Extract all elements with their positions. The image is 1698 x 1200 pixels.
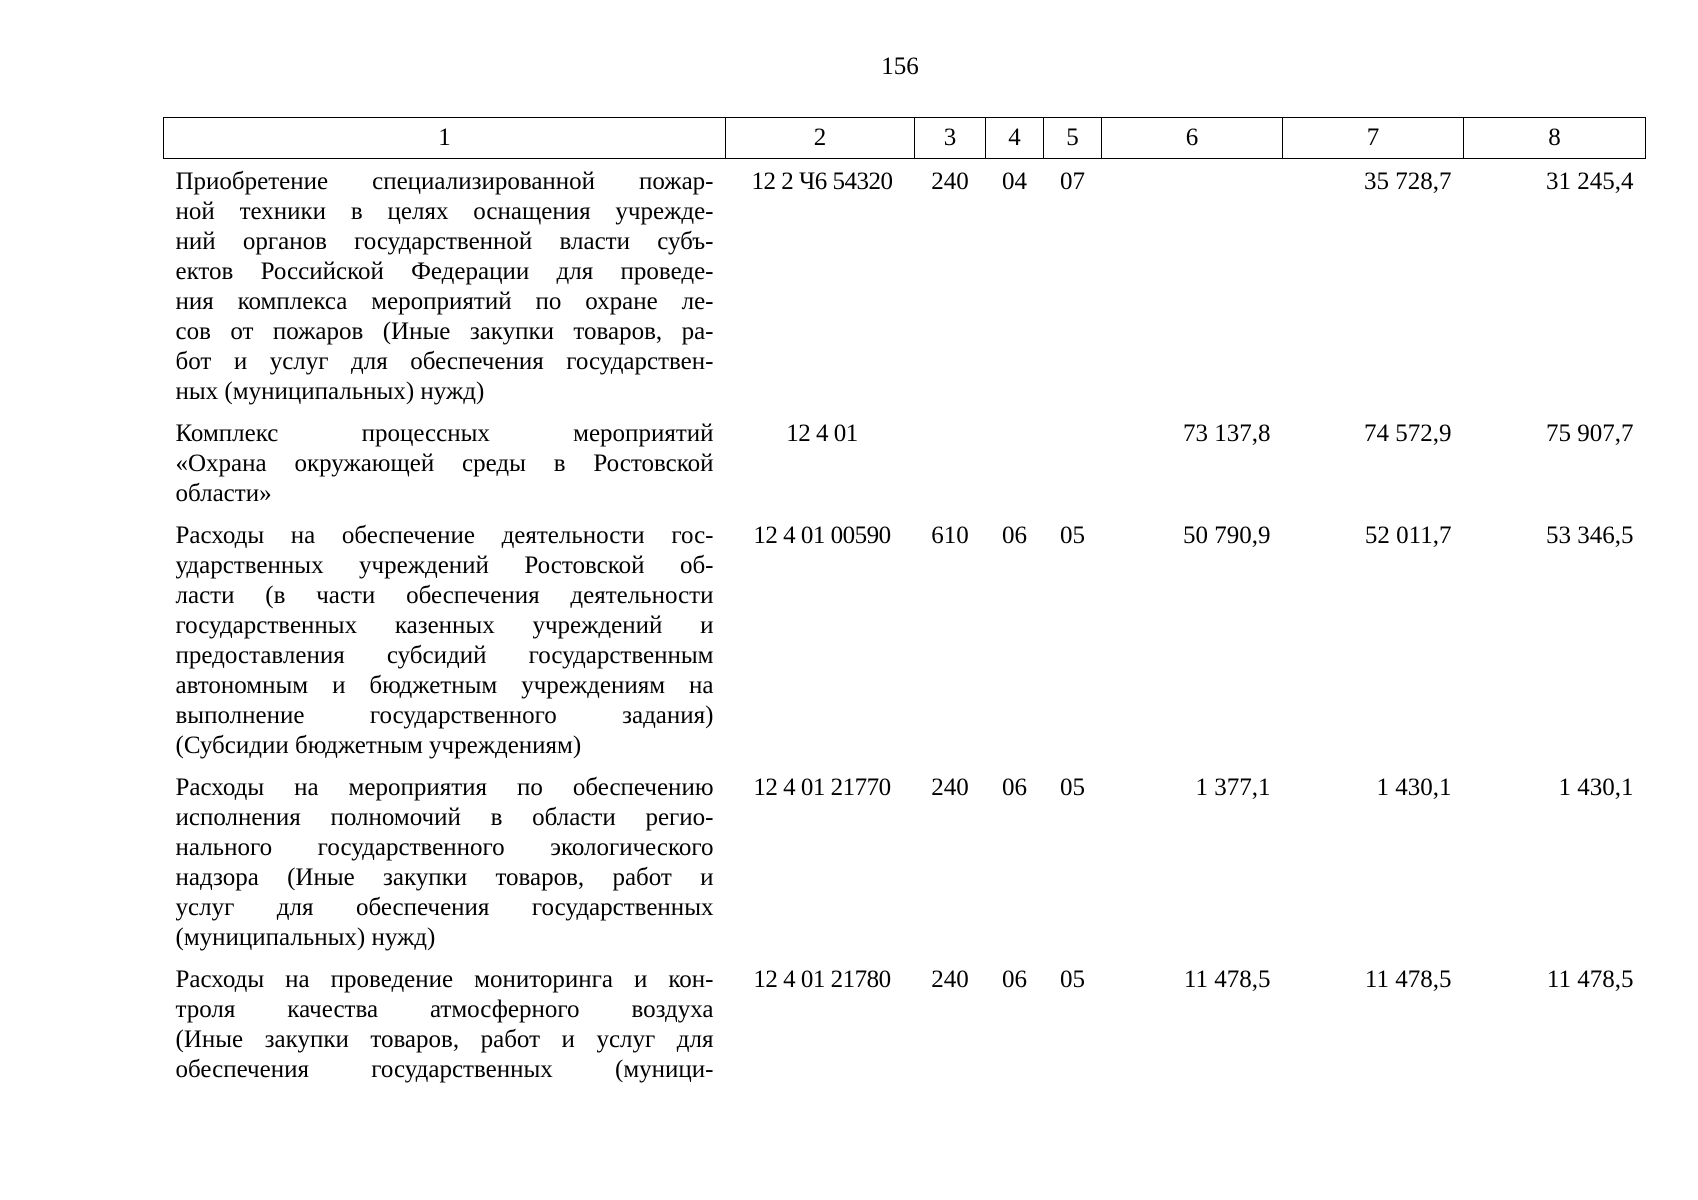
name-line: ласти (в части обеспечения деятельности: [175, 582, 714, 609]
header-col-6: 6: [1102, 118, 1283, 159]
name-line: Расходы на обеспечение деятельности гос-: [175, 522, 714, 549]
row-rz: 06: [1002, 774, 1027, 801]
header-col-3: 3: [915, 118, 986, 159]
name-line: автономным и бюджетным учреждениям на: [175, 672, 714, 699]
name-line: ектов Российской Федерации для проведе-: [175, 258, 714, 285]
table-row: [164, 965, 1646, 1097]
row-code: 12 4 01 00590: [753, 522, 891, 549]
name-line: Приобретение специализированной пожар-: [175, 168, 714, 195]
row-year-2: 74 572,9: [1364, 420, 1452, 447]
name-line: «Охрана окружающей среды в Ростовской: [175, 450, 714, 477]
table-body: [164, 159, 1646, 1098]
name-line: ных (муниципальных) нужд): [175, 378, 485, 405]
name-line: области»: [175, 480, 272, 507]
row-code: 12 4 01: [786, 420, 858, 447]
row-rz: 06: [1002, 966, 1027, 993]
name-line: троля качества атмосферного воздуха: [175, 996, 714, 1023]
row-vr: [915, 419, 986, 521]
name-line: ний органов государственной власти субъ-: [175, 228, 714, 255]
row-year-1: 1 377,1: [1195, 774, 1271, 801]
name-line: услуг для обеспечения государственных: [175, 894, 714, 921]
header-col-4: 4: [986, 118, 1044, 159]
row-name: [164, 965, 726, 1097]
name-line: (муниципальных) нужд): [175, 924, 436, 951]
name-line: исполнения полномочий в области регио-: [175, 804, 714, 831]
budget-table: [163, 117, 1646, 1097]
name-line: обеспечения государственных (муници-: [175, 1056, 714, 1083]
table-row: [164, 521, 1646, 773]
header-col-7: 7: [1283, 118, 1464, 159]
name-line: ной техники в целях оснащения учрежде-: [175, 198, 714, 225]
page-number: 156: [881, 53, 919, 80]
row-code: 12 2 Ч6 54320: [751, 168, 893, 195]
name-line: надзора (Иные закупки товаров, работ и: [175, 864, 714, 891]
header-col-1: 1: [164, 118, 726, 159]
row-year-1: 11 478,5: [1183, 966, 1271, 993]
row-year-1: 50 790,9: [1183, 522, 1271, 549]
row-code: 12 4 01 21770: [753, 774, 891, 801]
row-year-3: 31 245,4: [1546, 168, 1634, 195]
row-year-2: 11 478,5: [1364, 966, 1452, 993]
row-year-2: 35 728,7: [1364, 168, 1452, 195]
row-year-2: 1 430,1: [1376, 774, 1452, 801]
name-line: (Субсидии бюджетным учреждениям): [175, 732, 582, 759]
row-year-1: 73 137,8: [1183, 420, 1271, 447]
row-pr: 05: [1060, 522, 1085, 549]
row-pr: 05: [1060, 774, 1085, 801]
name-line: государственных казенных учреждений и: [175, 612, 714, 639]
row-year-3: 1 430,1: [1558, 774, 1634, 801]
table-row: [164, 419, 1646, 521]
name-line: сов от пожаров (Иные закупки товаров, ра-: [175, 318, 714, 345]
row-year-3: 75 907,7: [1546, 420, 1634, 447]
name-line: предоставления субсидий государственным: [175, 642, 714, 669]
name-line: Расходы на проведение мониторинга и кон-: [175, 966, 714, 993]
header-col-8: 8: [1464, 118, 1646, 159]
row-pr: 07: [1060, 168, 1085, 195]
name-line: (Иные закупки товаров, работ и услуг для: [175, 1026, 714, 1053]
name-line: Расходы на мероприятия по обеспечению: [175, 774, 714, 801]
row-year-3: 53 346,5: [1546, 522, 1634, 549]
row-rz: 06: [1002, 522, 1027, 549]
name-line: ударственных учреждений Ростовской об-: [175, 552, 714, 579]
table-row: [164, 159, 1646, 420]
row-vr: 240: [931, 168, 969, 195]
row-vr: 240: [931, 774, 969, 801]
row-name: [164, 419, 726, 521]
row-code: 12 4 01 21780: [753, 966, 891, 993]
name-line: Комплекс процессных мероприятий: [175, 420, 714, 447]
row-vr: 610: [931, 522, 969, 549]
row-pr: 05: [1060, 966, 1085, 993]
name-line: нального государственного экологического: [175, 834, 714, 861]
row-vr: 240: [931, 966, 969, 993]
row-name: [164, 773, 726, 965]
row-name: [164, 159, 726, 420]
header-col-5: 5: [1044, 118, 1102, 159]
name-line: выполнение государственного задания): [175, 702, 714, 729]
row-name: [164, 521, 726, 773]
header-col-2: 2: [726, 118, 915, 159]
row-rz: [986, 419, 1044, 521]
table-header: [164, 118, 1646, 159]
row-year-1: [1102, 159, 1283, 420]
row-year-3: 11 478,5: [1546, 966, 1634, 993]
name-line: ния комплекса мероприятий по охране ле-: [175, 288, 714, 315]
table-row: [164, 773, 1646, 965]
row-rz: 04: [1002, 168, 1027, 195]
header-row: [164, 118, 1646, 159]
name-line: бот и услуг для обеспечения государствен-: [175, 348, 714, 375]
row-pr: [1044, 419, 1102, 521]
row-year-2: 52 011,7: [1364, 522, 1452, 549]
